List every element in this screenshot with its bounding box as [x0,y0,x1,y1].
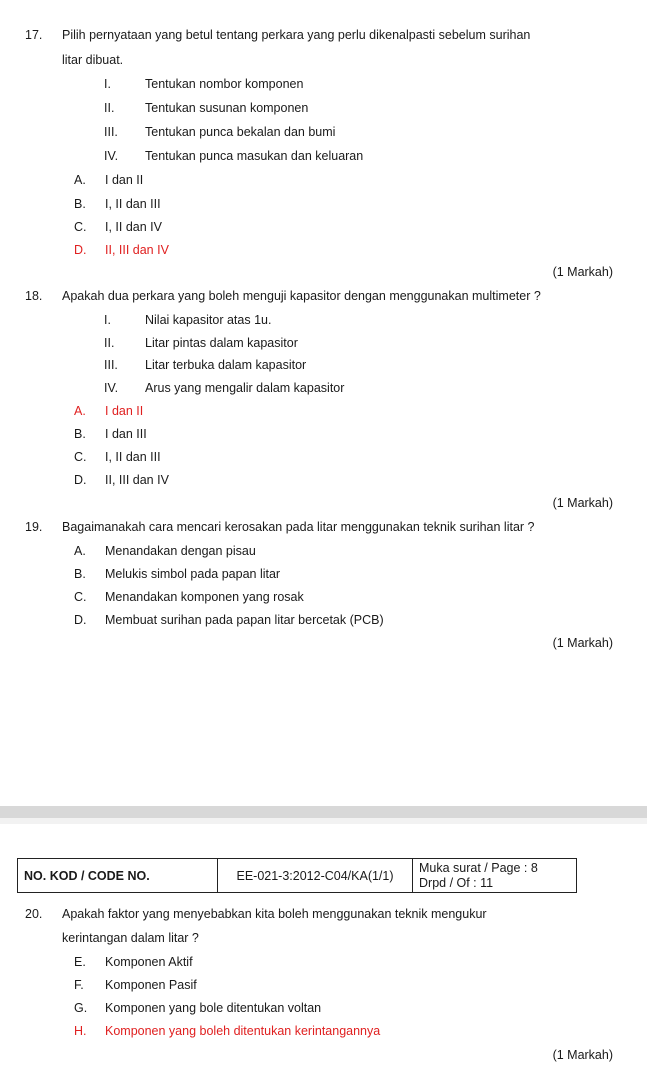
option-letter: F. [74,978,84,992]
question-stem: Apakah faktor yang menyebabkan kita boleh menggunakan teknik mengukur [62,907,487,921]
question-number: 17. [25,28,43,42]
page-number: Muka surat / Page : 8 [419,860,538,875]
marks-label: (1 Markah) [552,1048,613,1062]
statement-number: IV. [104,149,119,163]
option-text-answer: Komponen yang boleh ditentukan kerintangannya [105,1024,381,1038]
statement-number: IV. [104,381,119,395]
option-text-answer: I dan II [105,404,144,418]
statement-text: Tentukan nombor komponen [145,77,304,91]
option-letter: G. [74,1001,88,1015]
option-text: II, III dan IV [105,473,169,487]
statement-text: Nilai kapasitor atas 1u. [145,313,272,327]
statement-text: Litar pintas dalam kapasitor [145,336,298,350]
statement-number: II. [104,336,115,350]
page-header-table [17,858,577,893]
option-letter: C. [74,220,87,234]
option-letter-answer: H. [74,1024,87,1038]
page-total: Drpd / Of : 11 [419,875,494,890]
page-break [0,806,647,818]
statement-text: Tentukan punca masukan dan keluaran [145,149,364,163]
statement-number: III. [104,358,118,372]
code-value: EE-021-3:2012-C04/KA(1/1) [218,859,413,893]
option-letter: B. [74,197,86,211]
question-stem: Bagaimanakah cara mencari kerosakan pada litar menggunakan teknik surihan litar ? [62,520,535,534]
option-text: Menandakan dengan pisau [105,544,256,558]
option-letter: C. [74,590,87,604]
option-letter: B. [74,567,86,581]
marks-label: (1 Markah) [552,636,613,650]
option-text: I dan II [105,173,144,187]
question-stem: Apakah dua perkara yang boleh menguji kapasitor dengan menggunakan multimeter ? [62,289,541,303]
option-text: I, II dan III [105,450,161,464]
option-text: Menandakan komponen yang rosak [105,590,304,604]
page-info [413,859,577,893]
question-stem-continued: kerintangan dalam litar ? [62,931,199,945]
option-text: I dan III [105,427,147,441]
option-text: Melukis simbol pada papan litar [105,567,281,581]
option-letter: A. [74,173,86,187]
code-label: NO. KOD / CODE NO. [18,859,218,893]
option-text-answer: II, III dan IV [105,243,169,257]
option-text: I, II dan III [105,197,161,211]
statement-text: Arus yang mengalir dalam kapasitor [145,381,345,395]
question-number: 20. [25,907,43,921]
page-break-shadow [0,818,647,824]
marks-label: (1 Markah) [552,496,613,510]
option-letter: C. [74,450,87,464]
option-text: Komponen Aktif [105,955,193,969]
question-stem-continued: litar dibuat. [62,53,124,67]
option-letter-answer: A. [74,404,86,418]
marks-label: (1 Markah) [552,265,613,279]
statement-text: Litar terbuka dalam kapasitor [145,358,307,372]
option-text: Komponen yang bole ditentukan voltan [105,1001,322,1015]
statement-number: II. [104,101,115,115]
option-letter: D. [74,473,87,487]
option-text: Komponen Pasif [105,978,197,992]
statement-number: III. [104,125,118,139]
option-letter-answer: D. [74,243,87,257]
question-stem: Pilih pernyataan yang betul tentang perkara yang perlu dikenalpasti sebelum surihan [62,28,531,42]
statement-text: Tentukan punca bekalan dan bumi [145,125,336,139]
option-letter: E. [74,955,86,969]
option-text: I, II dan IV [105,220,162,234]
question-number: 19. [25,520,43,534]
statement-text: Tentukan susunan komponen [145,101,309,115]
option-letter: D. [74,613,87,627]
statement-number: I. [104,313,111,327]
option-letter: B. [74,427,86,441]
statement-number: I. [104,77,111,91]
option-text: Membuat surihan pada papan litar bercetak (PCB) [105,613,384,627]
option-letter: A. [74,544,86,558]
question-number: 18. [25,289,43,303]
